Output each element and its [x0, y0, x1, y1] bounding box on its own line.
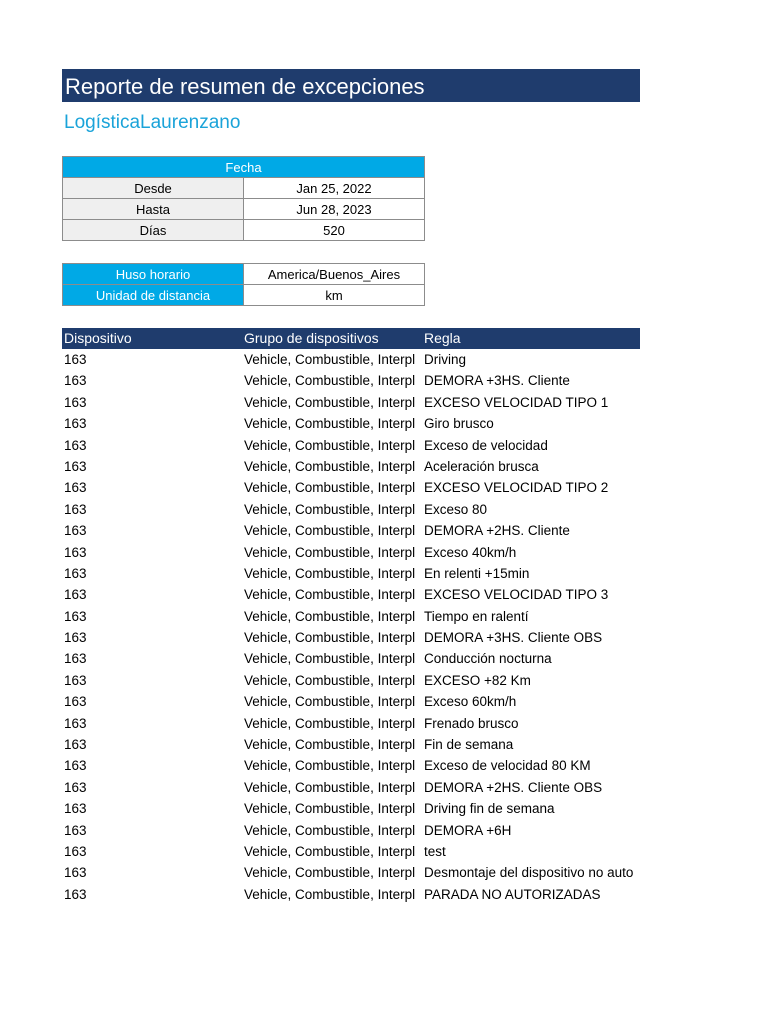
device-cell: 163 — [64, 651, 87, 667]
device-group-cell: Vehicle, Combustible, Interpl — [244, 501, 416, 517]
device-group-cell: Vehicle, Combustible, Interpl — [244, 544, 416, 560]
rule-cell: PARADA NO AUTORIZADAS — [424, 886, 601, 902]
device-cell: 163 — [64, 501, 87, 517]
device-cell: 163 — [64, 458, 87, 474]
date-to-value: Jun 28, 2023 — [244, 199, 425, 220]
device-cell: 163 — [64, 694, 87, 710]
rule-cell: En relenti +15min — [424, 565, 530, 581]
rule-cell: Frenado brusco — [424, 715, 519, 731]
company-name: LogísticaLaurenzano — [64, 112, 241, 133]
device-cell: 163 — [64, 608, 87, 624]
device-group-cell: Vehicle, Combustible, Interpl — [244, 715, 416, 731]
device-cell: 163 — [64, 865, 87, 881]
device-cell: 163 — [64, 416, 87, 432]
device-group-cell: Vehicle, Combustible, Interpl — [244, 416, 416, 432]
device-group-cell: Vehicle, Combustible, Interpl — [244, 523, 416, 539]
table-row — [62, 499, 662, 520]
rule-cell: Driving fin de semana — [424, 801, 555, 817]
device-group-cell: Vehicle, Combustible, Interpl — [244, 822, 416, 838]
table-row — [62, 477, 662, 498]
device-group-cell: Vehicle, Combustible, Interpl — [244, 480, 416, 496]
device-group-cell: Vehicle, Combustible, Interpl — [244, 672, 416, 688]
device-group-cell: Vehicle, Combustible, Interpl — [244, 737, 416, 753]
device-cell: 163 — [64, 801, 87, 817]
table-row — [62, 413, 662, 434]
table-row — [62, 798, 662, 819]
table-row — [62, 456, 662, 477]
rule-cell: Giro brusco — [424, 416, 494, 432]
timezone-label: Huso horario — [63, 264, 244, 285]
device-cell: 163 — [64, 758, 87, 774]
report-title: Reporte de resumen de excepciones — [62, 69, 640, 102]
device-group-cell: Vehicle, Combustible, Interpl — [244, 437, 416, 453]
device-cell: 163 — [64, 779, 87, 795]
rule-cell: Driving — [424, 352, 467, 367]
table-row — [62, 520, 662, 541]
table-row — [62, 349, 662, 370]
device-cell: 163 — [64, 480, 87, 496]
rule-cell: DEMORA +2HS. Cliente — [424, 523, 570, 539]
device-group-cell: Vehicle, Combustible, Interpl — [244, 394, 416, 410]
device-group-cell: Vehicle, Combustible, Interpl — [244, 801, 416, 817]
date-from-value: Jan 25, 2022 — [244, 178, 425, 199]
settings-table — [62, 263, 425, 306]
table-row — [62, 670, 662, 691]
date-from-label: Desde — [63, 178, 244, 199]
distance-unit-label: Unidad de distancia — [63, 285, 244, 306]
device-cell: 163 — [64, 352, 87, 367]
device-group-cell: Vehicle, Combustible, Interpl — [244, 373, 416, 389]
rule-cell: EXCESO +82 Km — [424, 672, 531, 688]
device-group-cell: Vehicle, Combustible, Interpl — [244, 694, 416, 710]
table-row — [62, 841, 662, 862]
distance-unit-value: km — [244, 285, 425, 306]
date-to-label: Hasta — [63, 199, 244, 220]
rule-cell: test — [424, 843, 446, 859]
column-header-device: Dispositivo — [64, 330, 132, 346]
device-group-cell: Vehicle, Combustible, Interpl — [244, 651, 416, 667]
device-group-cell: Vehicle, Combustible, Interpl — [244, 865, 416, 881]
device-group-cell: Vehicle, Combustible, Interpl — [244, 843, 416, 859]
column-header-device-group: Grupo de dispositivos — [244, 330, 379, 346]
timezone-value: America/Buenos_Aires — [244, 264, 425, 285]
table-row — [62, 584, 662, 605]
table-row — [62, 627, 662, 648]
table-row — [62, 713, 662, 734]
rule-cell: Tiempo en ralentí — [424, 608, 529, 624]
device-cell: 163 — [64, 737, 87, 753]
rule-cell: EXCESO VELOCIDAD TIPO 3 — [424, 587, 609, 603]
rule-cell: EXCESO VELOCIDAD TIPO 2 — [424, 480, 609, 496]
device-cell: 163 — [64, 544, 87, 560]
device-group-cell: Vehicle, Combustible, Interpl — [244, 565, 416, 581]
device-cell: 163 — [64, 523, 87, 539]
table-row — [62, 755, 662, 776]
rule-cell: Exceso 80 — [424, 501, 488, 517]
days-value: 520 — [244, 220, 425, 241]
table-row — [62, 820, 662, 841]
rule-cell: Exceso de velocidad 80 KM — [424, 758, 591, 774]
table-row — [62, 691, 662, 712]
device-group-cell: Vehicle, Combustible, Interpl — [244, 458, 416, 474]
column-header-rule: Regla — [424, 330, 461, 346]
rule-cell: EXCESO VELOCIDAD TIPO 1 — [424, 394, 609, 410]
device-cell: 163 — [64, 672, 87, 688]
days-label: Días — [63, 220, 244, 241]
device-cell: 163 — [64, 587, 87, 603]
device-group-cell: Vehicle, Combustible, Interpl — [244, 779, 416, 795]
rule-cell: Fin de semana — [424, 737, 514, 753]
device-group-cell: Vehicle, Combustible, Interpl — [244, 886, 416, 902]
table-row — [62, 392, 662, 413]
rule-cell: Desmontaje del dispositivo no auto — [424, 865, 634, 881]
device-cell: 163 — [64, 822, 87, 838]
table-row — [62, 563, 662, 584]
device-group-cell: Vehicle, Combustible, Interpl — [244, 608, 416, 624]
rule-cell: Aceleración brusca — [424, 458, 539, 474]
rule-cell: DEMORA +6H — [424, 822, 512, 838]
rule-cell: Conducción nocturna — [424, 651, 552, 667]
rule-cell: Exceso de velocidad — [424, 437, 548, 453]
device-cell: 163 — [64, 373, 87, 389]
device-cell: 163 — [64, 843, 87, 859]
rule-cell: DEMORA +3HS. Cliente OBS — [424, 630, 603, 646]
table-row — [62, 648, 662, 669]
device-group-cell: Vehicle, Combustible, Interpl — [244, 758, 416, 774]
rule-cell: DEMORA +2HS. Cliente OBS — [424, 779, 603, 795]
device-cell: 163 — [64, 715, 87, 731]
device-cell: 163 — [64, 437, 87, 453]
table-row — [62, 606, 662, 627]
device-cell: 163 — [64, 565, 87, 581]
device-group-cell: Vehicle, Combustible, Interpl — [244, 352, 416, 367]
table-row — [62, 777, 662, 798]
table-row — [62, 370, 662, 391]
table-row — [62, 435, 662, 456]
date-range-header: Fecha — [63, 157, 425, 178]
device-group-cell: Vehicle, Combustible, Interpl — [244, 630, 416, 646]
device-group-cell: Vehicle, Combustible, Interpl — [244, 587, 416, 603]
rule-cell: DEMORA +3HS. Cliente — [424, 373, 570, 389]
device-cell: 163 — [64, 886, 87, 902]
table-row — [62, 542, 662, 563]
date-range-table — [62, 156, 425, 241]
table-row — [62, 862, 662, 883]
rule-cell: Exceso 60km/h — [424, 694, 517, 710]
device-cell: 163 — [64, 394, 87, 410]
device-cell: 163 — [64, 630, 87, 646]
table-row — [62, 884, 662, 905]
table-row — [62, 734, 662, 755]
exceptions-table-body — [62, 349, 662, 905]
exceptions-table-header — [62, 328, 640, 349]
rule-cell: Exceso 40km/h — [424, 544, 517, 560]
